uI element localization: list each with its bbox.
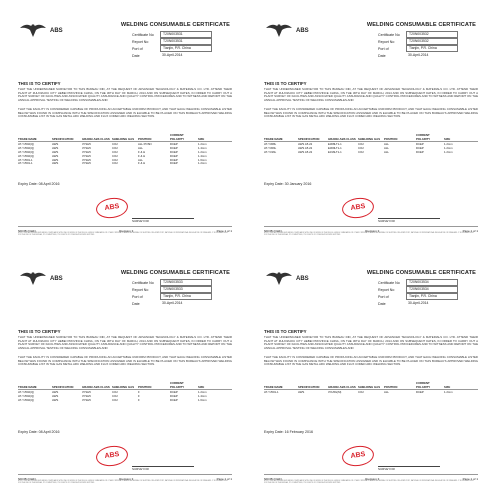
table-cell: F — [138, 389, 140, 394]
table-cell: 1.6mm — [198, 157, 207, 162]
header-cell: GRADE/ ABS CLASS — [328, 137, 356, 141]
table-cell: DCEP — [170, 397, 178, 402]
table-cell: DCEP — [416, 389, 424, 394]
table-cell: AWS — [52, 389, 59, 394]
table-cell: AT-YJ502(Q) — [18, 149, 35, 154]
table-cell: AWS — [52, 397, 59, 402]
footer-form: NDOB (OHF) — [264, 476, 282, 481]
header-cell: SPECIFICATION — [298, 137, 320, 141]
table-row — [18, 161, 232, 165]
table-cell: AT-YJ501-1 — [18, 157, 33, 162]
certificate-title: WELDING CONSUMABLE CERTIFICATE — [120, 22, 230, 28]
header-cell: CURRENT POLARITY — [170, 381, 185, 389]
table-cell: 1.2mm — [444, 389, 453, 394]
meta-value: 30-April-2014 — [408, 301, 429, 306]
fine-print: NOTE: THIS CERTIFICATE EVIDENCES COMPLIANCE WITH ONE OR MORE OF THE RULES, GUIDES, STANDARDS OR OTHER CRITERIA OF AMERICAN BUREAU OF SHIPPING OR A STATUTORY, NATIONAL OR INTERNATIONAL REGULATION OR STANDARD. IT IS ISSUED SOLELY FOR THE USE OF THE BUREAU, ITS COMMITTEES, ITS CLIENTS OR OTHER AUTHORIZED ENTITIES. — [264, 233, 475, 237]
table-cell: 3YSH5 — [82, 153, 91, 158]
header-cell: TRADE NAME — [264, 137, 283, 141]
fine-print: NOTE: THIS CERTIFICATE EVIDENCES COMPLIANCE WITH ONE OR MORE OF THE RULES, GUIDES, STANDARDS OR OTHER CRITERIA OF AMERICAN BUREAU OF SHIPPING OR A STATUTORY, NATIONAL OR INTERNATIONAL REGULATION OR STANDARD. IT IS ISSUED SOLELY FOR THE USE OF THE BUREAU, ITS COMMITTEES, ITS CLIENTS OR OTHER AUTHORIZED ENTITIES. — [18, 481, 229, 485]
meta-label: Date — [378, 301, 386, 306]
surveyor-label: SURVEYOR — [132, 467, 149, 471]
meta-block — [132, 31, 212, 59]
header-cell: SHIELDING GAS — [358, 385, 381, 389]
table-cell: AWS — [52, 149, 59, 154]
certificate-grid — [4, 4, 493, 493]
surveyor-label: SURVEYOR — [378, 467, 395, 471]
consumables-table — [18, 133, 232, 165]
header-cell: SIZE — [198, 385, 205, 389]
table-header — [264, 133, 478, 142]
table-row — [18, 398, 232, 402]
meta-label: Report No — [132, 287, 149, 292]
eagle-emblem-icon — [264, 20, 294, 40]
meta-value: T20N003532 — [406, 31, 458, 37]
table-cell: AT-YJ501-1 — [18, 161, 33, 166]
header-cell: SPECIFICATION — [52, 137, 74, 141]
meta-block — [132, 279, 212, 307]
table-cell: DCEP — [170, 393, 178, 398]
table-cell: DCEP — [170, 161, 178, 166]
header-cell: SIZE — [444, 385, 451, 389]
subtitle: THIS IS TO CERTIFY — [264, 81, 307, 86]
header-cell: SHIELDING GAS — [112, 385, 135, 389]
meta-label: Port of — [378, 294, 389, 299]
table-cell: AWS A5.22 — [298, 141, 313, 146]
meta-value: 30-April-2014 — [408, 53, 429, 58]
table-cell: 3YSH5 — [82, 145, 91, 150]
table-cell: AWS — [52, 153, 59, 158]
meta-label: Date — [378, 53, 386, 58]
paragraph-2: THAT THE FACILITY IS CONSIDERED CAPABLE OF PRODUCING AN ACCEPTABLE UNIFORM PRODUCT, AND THAT EACH WELDING CONSUMABLE LISTED BELOW WAS FOUND IN COMPLIANCE WITH THE SPECIFICATION ASSIGNED AND IS ELIGIBLE TO BE PLACED ON THIS BUREAU'S APPROVED WELDING CONSUMABLE LIST IN THE GAS METAL ARC WELDING AND FLUX CORED ARC WELDING SECTION. — [264, 355, 478, 367]
table-cell: ALL — [384, 389, 389, 394]
table-cell: ALL — [138, 145, 143, 150]
meta-label: Certificate No — [378, 32, 400, 37]
abs-stamp: ABS — [95, 196, 129, 220]
table-cell: CO2 — [112, 397, 118, 402]
header-cell: SPECIFICATION — [298, 385, 320, 389]
table-cell: AT-YJ502(Q) — [18, 393, 35, 398]
paragraph-1: THAT THE UNDERSIGNED SURVEYOR TO THIS BUREAU DID, AT THE REQUEST OF ADVANCED TECHNOLOGY & MATERIALS CO. LTD. ATTEND THEIR PLANT AT ZHUOZHOU CITY HEBEI PROVINCE CHINA, ON THE 30TH DAY OF MARCH, 2014 AND ON SUBSEQUENT DATES, IN ORDER TO CARRY OUT A PLANT SURVEY OF FACILITIES AND ASSOCIATED QUALITY ASSURANCE AND QUALITY CONTROL PROCEDURES AND TO WITNESS AND REPORT ON THE ANNUAL APPROVAL TESTING OF WELDING CONSUMABLES AND — [18, 87, 232, 103]
header-cell: POSITION — [138, 385, 152, 389]
footer-form: NDOB (OHF) — [264, 228, 282, 233]
table-cell: AT-YJ502(Q) — [18, 397, 35, 402]
table-cell: DCEP — [416, 149, 424, 154]
header-cell: SIZE — [198, 137, 205, 141]
table-cell: AT-YJ501-1 — [264, 389, 279, 394]
table-cell: 3YH5G(M) — [328, 389, 342, 394]
table-cell: AWS A5.22 — [298, 145, 313, 150]
table-cell: 3YSH5 — [82, 393, 91, 398]
table-row — [264, 150, 478, 154]
meta-value: Tianjin, P.R. China — [160, 293, 212, 299]
consumables-table — [264, 133, 478, 154]
table-cell: 1.4mm — [198, 153, 207, 158]
table-cell: 3YSH5 — [82, 141, 91, 146]
table-cell: CO2 — [112, 161, 118, 166]
header-cell: POSITION — [384, 385, 398, 389]
footer-revision: Revision 3 — [119, 476, 134, 481]
subtitle: THIS IS TO CERTIFY — [18, 329, 61, 334]
subtitle: THIS IS TO CERTIFY — [264, 329, 307, 334]
table-cell: F — [138, 393, 140, 398]
meta-label: Report No — [132, 39, 149, 44]
footer-form: NDOB (OHF) — [18, 476, 36, 481]
footer-page: Page 1 of 1 — [216, 476, 232, 481]
expiry-date: Expiry Date: 08 April 2016 — [18, 182, 60, 186]
consumables-table — [18, 381, 232, 402]
abs-logo: ABS — [50, 276, 63, 282]
footer-revision: Revision 3 — [365, 476, 380, 481]
abs-stamp: ABS — [95, 444, 129, 468]
table-cell: CO2 — [112, 393, 118, 398]
table-header — [18, 133, 232, 142]
surveyor-label: SURVEYOR — [132, 219, 149, 223]
header-cell: POSITION — [384, 137, 398, 141]
abs-stamp: ABS — [341, 444, 375, 468]
meta-value: Tianjin, P.R. China — [406, 45, 458, 51]
paragraph-2: THAT THE FACILITY IS CONSIDERED CAPABLE OF PRODUCING AN ACCEPTABLE UNIFORM PRODUCT, AND THAT EACH WELDING CONSUMABLE LISTED BELOW WAS FOUND IN COMPLIANCE WITH THE SPECIFICATION ASSIGNED AND IS ELIGIBLE TO BE PLACED ON THIS BUREAU'S APPROVED WELDING CONSUMABLE LIST IN THE GAS METAL ARC WELDING AND FLUX CORED ARC WELDING SECTION. — [264, 107, 478, 119]
header-cell: TRADE NAME — [18, 385, 37, 389]
meta-label: Date — [132, 301, 140, 306]
meta-label: Report No — [378, 287, 395, 292]
table-cell: 1.2mm — [444, 145, 453, 150]
abs-logo: ABS — [296, 276, 309, 282]
table-cell: ALL — [384, 149, 389, 154]
table-cell: 3YSH5 — [82, 161, 91, 166]
table-cell: AWS — [52, 157, 59, 162]
expiry-date: Expiry Date: 08 April 2016 — [18, 430, 60, 434]
table-cell: CO2 — [358, 145, 364, 150]
table-cell: CO2 — [112, 145, 118, 150]
footer-page: Page 1 of 1 — [462, 228, 478, 233]
table-cell: DCEP — [416, 141, 424, 146]
table-cell: AT-Y308L — [264, 141, 277, 146]
meta-value: T20N003531 — [160, 38, 212, 44]
table-cell: AWS — [298, 389, 305, 394]
table-cell: AWS A5.22 — [298, 149, 313, 154]
certificate-title: WELDING CONSUMABLE CERTIFICATE — [366, 270, 476, 276]
table-cell: E308LT1-1 — [328, 141, 342, 146]
table-cell: CO2 — [112, 141, 118, 146]
header-cell: CURRENT POLARITY — [416, 381, 431, 389]
certificate-page — [4, 252, 246, 492]
table-row — [264, 390, 478, 394]
paragraph-2: THAT THE FACILITY IS CONSIDERED CAPABLE OF PRODUCING AN ACCEPTABLE UNIFORM PRODUCT, AND THAT EACH WELDING CONSUMABLE LISTED BELOW WAS FOUND IN COMPLIANCE WITH THE SPECIFICATION ASSIGNED AND IS ELIGIBLE TO BE PLACED ON THIS BUREAU'S APPROVED WELDING CONSUMABLE LIST IN THE GAS METAL ARC WELDING AND FLUX CORED ARC WELDING SECTION. — [18, 107, 232, 119]
table-cell: ALL — [138, 157, 143, 162]
header-cell: CURRENT POLARITY — [416, 133, 431, 141]
footer — [18, 226, 232, 233]
header-cell: SIZE — [444, 137, 451, 141]
table-cell: 3YSH5 — [82, 397, 91, 402]
header-cell: SHIELDING GAS — [358, 137, 381, 141]
table-cell: DCEP — [170, 157, 178, 162]
meta-value: T20N003534 — [406, 279, 458, 285]
meta-value: T20N003532 — [406, 38, 458, 44]
certificate-page — [250, 4, 492, 244]
table-cell: DCEP — [170, 389, 178, 394]
table-cell: 1.2mm — [198, 389, 207, 394]
footer — [18, 474, 232, 481]
table-cell: AT-YJ502(Q) — [18, 389, 35, 394]
header-cell: POSITION — [138, 137, 152, 141]
table-cell: AWS — [52, 141, 59, 146]
meta-value: T20N003533 — [160, 286, 212, 292]
footer-page: Page 1 of 1 — [216, 228, 232, 233]
meta-value: 30-April-2014 — [162, 301, 183, 306]
table-cell: E316LT1-1 — [328, 149, 342, 154]
surveyor-label: SURVEYOR — [378, 219, 395, 223]
eagle-emblem-icon — [18, 20, 48, 40]
meta-value: Tianjin, P.R. China — [406, 293, 458, 299]
table-cell: CO2 — [112, 153, 118, 158]
header-cell: GRADE/ ABS CLASS — [82, 137, 110, 141]
meta-label: Port of — [378, 46, 389, 51]
header-cell: CURRENT POLARITY — [170, 133, 185, 141]
footer-form: NDOB (OHF) — [18, 228, 36, 233]
certificate-title: WELDING CONSUMABLE CERTIFICATE — [366, 22, 476, 28]
eagle-emblem-icon — [264, 268, 294, 288]
certificate-title: WELDING CONSUMABLE CERTIFICATE — [120, 270, 230, 276]
table-cell: AT-YJ502(Q) — [18, 153, 35, 158]
meta-label: Report No — [378, 39, 395, 44]
paragraph-1: THAT THE UNDERSIGNED SURVEYOR TO THIS BUREAU DID, AT THE REQUEST OF ADVANCED TECHNOLOGY & MATERIALS CO. LTD. ATTEND THEIR PLANT AT ZHUOZHOU CITY HEBEI PROVINCE CHINA, ON THE 30TH DAY OF MARCH, 2014 AND ON SUBSEQUENT DATES, IN ORDER TO CARRY OUT A PLANT SURVEY OF FACILITIES AND ASSOCIATED QUALITY ASSURANCE AND QUALITY CONTROL PROCEDURES AND TO WITNESS AND REPORT ON THE ANNUAL APPROVAL TESTING OF WELDING CONSUMABLES AND — [264, 87, 478, 103]
subtitle: THIS IS TO CERTIFY — [18, 81, 61, 86]
table-cell: DCEP — [170, 145, 178, 150]
table-cell: AT-Y309L — [264, 145, 277, 150]
header-cell: TRADE NAME — [264, 385, 283, 389]
table-cell: DCEP — [416, 145, 424, 150]
table-cell: ALL — [384, 145, 389, 150]
abs-logo: ABS — [50, 28, 63, 34]
paragraph-2: THAT THE FACILITY IS CONSIDERED CAPABLE OF PRODUCING AN ACCEPTABLE UNIFORM PRODUCT, AND THAT EACH WELDING CONSUMABLE LISTED BELOW WAS FOUND IN COMPLIANCE WITH THE SPECIFICATION ASSIGNED AND IS ELIGIBLE TO BE PLACED ON THIS BUREAU'S APPROVED WELDING CONSUMABLE LIST IN THE GAS METAL ARC WELDING AND FLUX CORED ARC WELDING SECTION. — [18, 355, 232, 367]
meta-value: T20N003531 — [160, 31, 212, 37]
footer — [264, 474, 478, 481]
table-cell: 3YSH5 — [82, 149, 91, 154]
table-cell: 1.2mm — [444, 149, 453, 154]
table-cell: 3YSH5 — [82, 157, 91, 162]
table-cell: CO2 — [358, 141, 364, 146]
meta-label: Certificate No — [378, 280, 400, 285]
table-cell: CO2 — [358, 389, 364, 394]
footer — [264, 226, 478, 233]
table-cell: CO2 — [112, 389, 118, 394]
meta-label: Certificate No — [132, 32, 154, 37]
header-cell: TRADE NAME — [18, 137, 37, 141]
paragraph-1: THAT THE UNDERSIGNED SURVEYOR TO THIS BUREAU DID, AT THE REQUEST OF ADVANCED TECHNOLOGY & MATERIALS CO. LTD. ATTEND THEIR PLANT AT ZHUOZHOU CITY HEBEI PROVINCE CHINA, ON THE 30TH DAY OF MARCH, 2014 AND ON SUBSEQUENT DATES, IN ORDER TO CARRY OUT A PLANT SURVEY OF FACILITIES AND ASSOCIATED QUALITY ASSURANCE AND QUALITY CONTROL PROCEDURES AND TO WITNESS AND REPORT ON THE ANNUAL APPROVAL TESTING OF WELDING CONSUMABLES AND — [264, 335, 478, 351]
table-cell: ALL — [384, 141, 389, 146]
table-cell: DCEP — [170, 149, 178, 154]
fine-print: NOTE: THIS CERTIFICATE EVIDENCES COMPLIANCE WITH ONE OR MORE OF THE RULES, GUIDES, STANDARDS OR OTHER CRITERIA OF AMERICAN BUREAU OF SHIPPING OR A STATUTORY, NATIONAL OR INTERNATIONAL REGULATION OR STANDARD. IT IS ISSUED SOLELY FOR THE USE OF THE BUREAU, ITS COMMITTEES, ITS CLIENTS OR OTHER AUTHORIZED ENTITIES. — [264, 481, 475, 485]
table-header — [264, 381, 478, 390]
table-cell: AT-YJ502(Q) — [18, 145, 35, 150]
table-cell: DCEP — [170, 141, 178, 146]
table-cell: AWS — [52, 161, 59, 166]
table-cell: 1.2mm — [198, 161, 207, 166]
meta-block — [378, 279, 458, 307]
table-cell: AT-YJ502(Q) — [18, 141, 35, 146]
abs-stamp: ABS — [341, 196, 375, 220]
meta-label: Port of — [132, 294, 143, 299]
abs-logo: ABS — [296, 28, 309, 34]
meta-block — [378, 31, 458, 59]
table-cell: 1.4mm — [198, 145, 207, 150]
paragraph-1: THAT THE UNDERSIGNED SURVEYOR TO THIS BUREAU DID, AT THE REQUEST OF ADVANCED TECHNOLOGY & MATERIALS CO. LTD. ATTEND THEIR PLANT AT ZHUOZHOU CITY HEBEI PROVINCE CHINA, ON THE 30TH DAY OF MARCH, 2014 AND ON SUBSEQUENT DATES, IN ORDER TO CARRY OUT A PLANT SURVEY OF FACILITIES AND ASSOCIATED QUALITY ASSURANCE AND QUALITY CONTROL PROCEDURES AND TO WITNESS AND REPORT ON THE ANNUAL APPROVAL TESTING OF WELDING CONSUMABLES AND — [18, 335, 232, 351]
table-cell: F & H — [138, 153, 146, 158]
table-cell: CO2 — [112, 149, 118, 154]
table-cell: 1.2mm — [444, 141, 453, 146]
certificate-page — [4, 4, 246, 244]
meta-value: T20N003534 — [406, 286, 458, 292]
meta-value: 30-April-2014 — [162, 53, 183, 58]
expiry-date: Expiry Date: 16 February 2016 — [264, 430, 313, 434]
fine-print: NOTE: THIS CERTIFICATE EVIDENCES COMPLIANCE WITH ONE OR MORE OF THE RULES, GUIDES, STANDARDS OR OTHER CRITERIA OF AMERICAN BUREAU OF SHIPPING OR A STATUTORY, NATIONAL OR INTERNATIONAL REGULATION OR STANDARD. IT IS ISSUED SOLELY FOR THE USE OF THE BUREAU, ITS COMMITTEES, ITS CLIENTS OR OTHER AUTHORIZED ENTITIES. — [18, 233, 229, 237]
header-cell: SHIELDING GAS — [112, 137, 135, 141]
table-cell: 3YSH5 — [82, 389, 91, 394]
header-cell: SPECIFICATION — [52, 385, 74, 389]
footer-page: Page 1 of 1 — [462, 476, 478, 481]
table-cell: F — [138, 397, 140, 402]
table-cell: E309LT1-1 — [328, 145, 342, 150]
meta-label: Date — [132, 53, 140, 58]
table-cell: AT-Y316L — [264, 149, 277, 154]
table-cell: F & H — [138, 149, 146, 154]
table-cell: CO2 — [358, 149, 364, 154]
table-cell: 1.6mm — [198, 397, 207, 402]
table-cell: 1.4mm — [198, 393, 207, 398]
footer-revision: Revision 3 — [119, 228, 134, 233]
table-cell: DCEP — [170, 153, 178, 158]
meta-value: Tianjin, P.R. China — [160, 45, 212, 51]
table-cell: 1.2mm — [198, 141, 207, 146]
table-cell: CO2 — [112, 157, 118, 162]
consumables-table — [264, 381, 478, 394]
table-cell: F & H — [138, 161, 146, 166]
table-cell: 1.2mm — [198, 149, 207, 154]
certificate-page — [250, 252, 492, 492]
header-cell: GRADE/ ABS CLASS — [328, 385, 356, 389]
meta-value: T20N003533 — [160, 279, 212, 285]
meta-label: Certificate No — [132, 280, 154, 285]
table-cell: ALL POSN — [138, 141, 152, 146]
table-header — [18, 381, 232, 390]
expiry-date: Expiry Date: 30 January 2016 — [264, 182, 312, 186]
table-cell: AWS — [52, 393, 59, 398]
eagle-emblem-icon — [18, 268, 48, 288]
footer-revision: Revision 3 — [365, 228, 380, 233]
table-cell: AWS — [52, 145, 59, 150]
header-cell: GRADE/ ABS CLASS — [82, 385, 110, 389]
meta-label: Port of — [132, 46, 143, 51]
